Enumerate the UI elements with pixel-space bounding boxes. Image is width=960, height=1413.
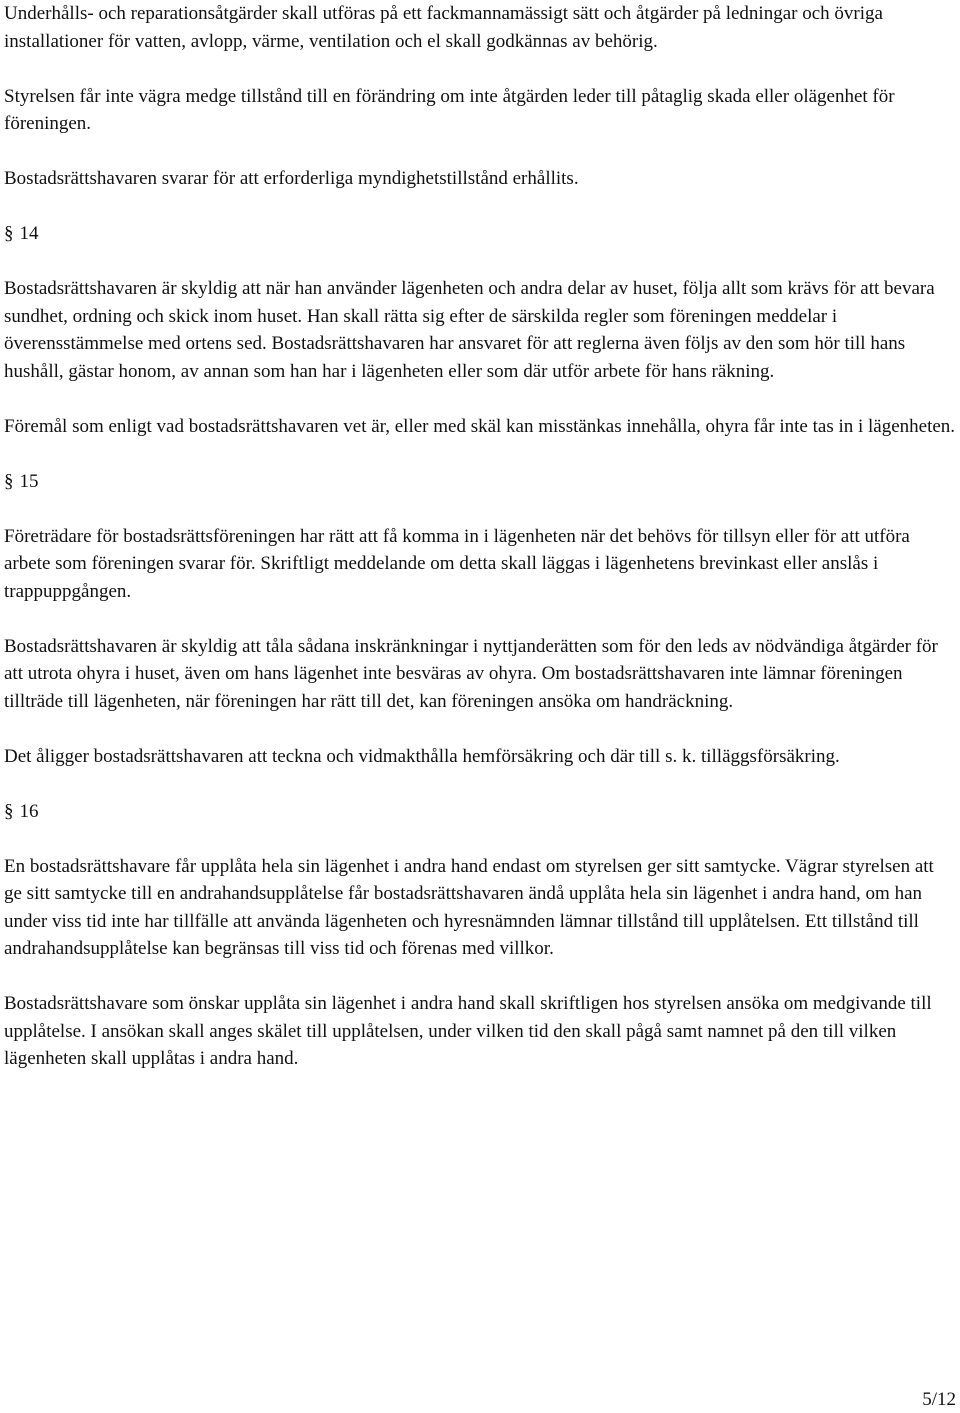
page-number: 5/12 — [922, 1388, 956, 1410]
section-16-heading — [4, 798, 956, 826]
document-body — [4, 0, 956, 1073]
section-number: 15 — [19, 470, 39, 492]
spacer — [4, 825, 956, 853]
section-number: 14 — [19, 223, 39, 244]
spacer — [4, 138, 956, 166]
intro-paragraph-3: Bostadsrättshavaren svarar för att erforderliga myndighetstillstånd erhållits. — [4, 168, 579, 189]
intro-paragraph-2: Styrelsen får inte vägra medge tillstånd till en förändring om inte åtgärden leder till påtaglig skada eller olägenhet för föreningen. — [4, 85, 895, 134]
spacer — [4, 193, 956, 221]
section-sign: § — [4, 223, 14, 244]
section-15-heading — [4, 468, 956, 496]
section-sign: § — [4, 470, 14, 492]
section-sign: § — [4, 800, 14, 822]
spacer — [4, 605, 956, 633]
spacer — [4, 55, 956, 83]
section-16-paragraph-2: Bostadsrättshavare som önskar upplåta sin lägenhet i andra hand skall skriftligen hos styrelsen ansöka om medgivande till upplåtelse. I ansökan skall anges skälet till upplåtelsen, under vilken tid den skall pågå samt namnet på den till vilken lägenheten skall upplåtas i andra hand. — [4, 993, 932, 1069]
spacer — [4, 495, 956, 523]
section-16-paragraph-1: En bostadsrättshavare får upplåta hela sin lägenhet i andra hand endast om styrelsen ger sitt samtycke. Vägrar styrelsen att ge sitt samtycke till en andrahandsupplåtelse får bostadsrättshavaren ändå upplåta hela sin lägenhet i andra hand, om han under viss tid inte har tillfälle att använda lägenheten och hyresnämnden lämnar tillstånd till upplåtelsen. Ett tillstånd till andrahandsupplåtelse kan begränsas till viss tid och förenas med villkor. — [4, 855, 934, 959]
section-number: 16 — [19, 800, 39, 822]
section-14-paragraph-2: Föremål som enligt vad bostadsrättshavaren vet är, eller med skäl kan misstänkas innehålla, ohyra får inte tas in i lägenheten. — [4, 415, 956, 437]
section-15-paragraph-2: Bostadsrättshavaren är skyldig att tåla sådana inskränkningar i nyttjanderätten som för den leds av nödvändiga åtgärder för att utrota ohyra i huset, även om hans lägenhet inte besväras av ohyra. Om bostadsrättshavaren inte lämnar föreningen tillträde till lägenheten, när föreningen har rätt till det, kan föreningen ansöka om handräckning. — [4, 635, 938, 712]
section-15-paragraph-3: Det åligger bostadsrättshavaren att teckna och vidmakthålla hemförsäkring och där till s. k. tilläggsförsäkring. — [4, 745, 840, 767]
spacer — [4, 770, 956, 798]
intro-paragraph-1: Underhålls- och reparationsåtgärder skall utföras på ett fackmannamässigt sätt och åtgärder på ledningar och övriga installationer för vatten, avlopp, värme, ventilation och el skall godkännas av behörig. — [4, 3, 883, 52]
section-14-heading — [4, 220, 956, 248]
spacer — [4, 248, 956, 276]
spacer — [4, 963, 956, 991]
spacer — [4, 440, 956, 468]
spacer — [4, 385, 956, 413]
section-14-paragraph-1: Bostadsrättshavaren är skyldig att när han använder lägenheten och andra delar av huset, följa allt som krävs för att bevara sundhet, ordning och skick inom huset. Han skall rätta sig efter de särskilda regler som föreningen meddelar i överensstämmelse med ortens sed. Bostadsrättshavaren har ansvaret för att reglerna även följs av den som hör till hans hushåll, gästar honom, av annan som han har i lägenheten eller som där utför arbete för hans räkning. — [4, 278, 935, 382]
section-15-paragraph-1: Företrädare för bostadsrättsföreningen har rätt att få komma in i lägenheten när det behövs för tillsyn eller för att utföra arbete som föreningen svarar för. Skriftligt meddelande om detta skall läggas i lägenhetens brevinkast eller anslås i trappuppgången. — [4, 525, 910, 602]
spacer — [4, 715, 956, 743]
